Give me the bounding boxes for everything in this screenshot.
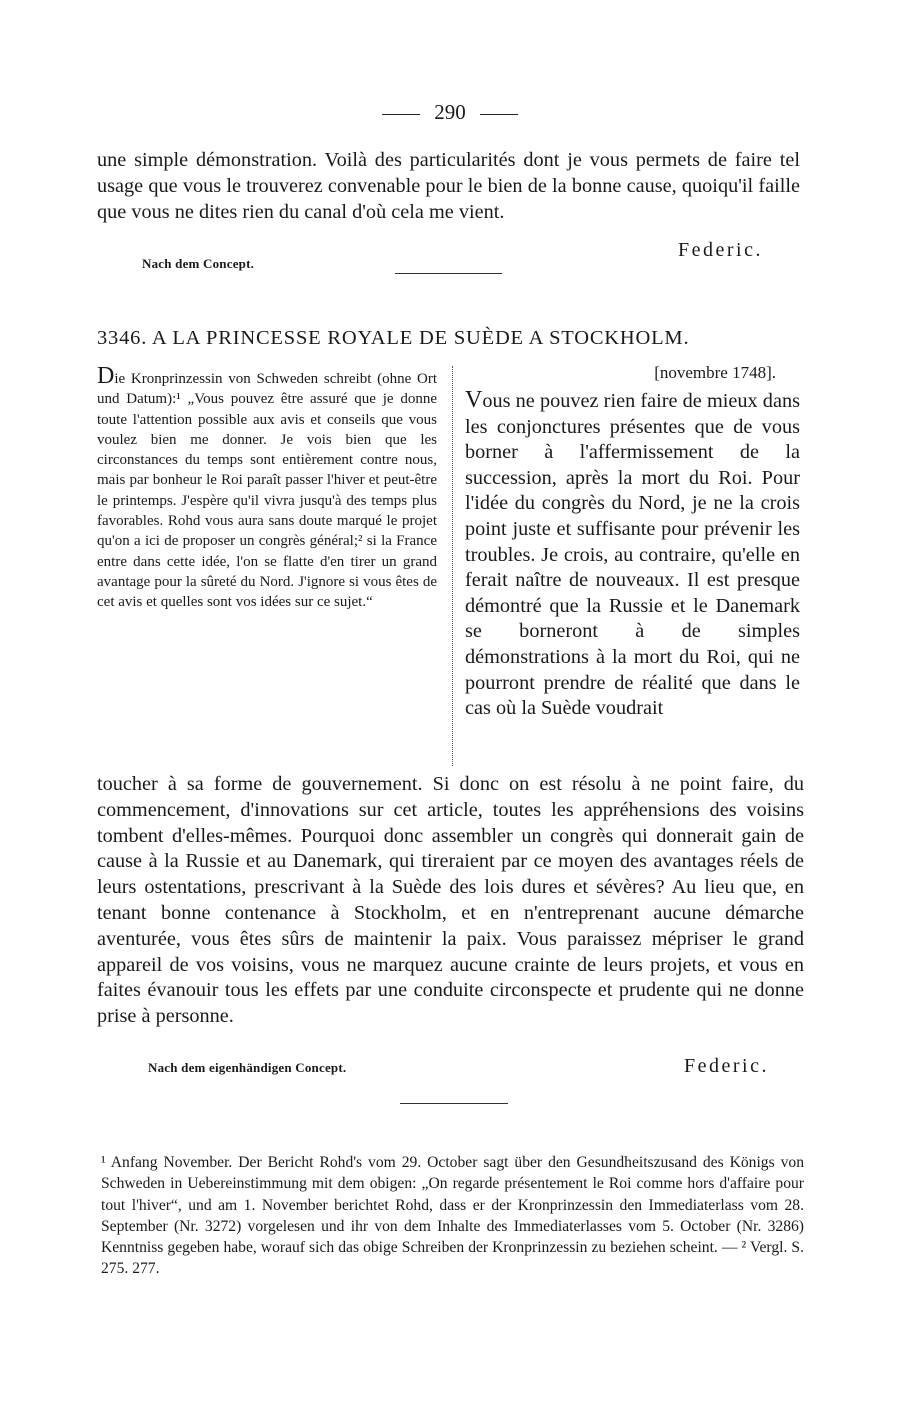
left-column-quote <box>97 363 437 613</box>
letter-body-full-width: toucher à sa forme de gouvernement. Si donc on est résolu à ne point faire, du commencement, d'innovations sur cet article, toutes les appréhensions des voisins tombent d'elles-mêmes. Pourquoi donc assembler un congrès qui donnerait gain de cause à la Russie et au Danemark, qui tireraient par ce moyen des avantages réels de leurs ostentations, prescrivant à la Suède des lois dures et sévères? Au lieu que, en tenant bonne contenance à Stockholm, et en n'entreprenant aucune démarche aventurée, vous êtes sûrs de maintenir la paix. Vous paraissez mépriser le grand appareil de vos voisins, vous ne marquez aucune crainte de leurs projets, et vous en faites évanouir tous les effets par une conduite circonspecte et prudente qui ne donne prise à personne. <box>97 773 804 1028</box>
right-column-letter <box>465 388 800 722</box>
source-note-autograph: Nach dem eigenhändigen Concept. <box>148 1060 347 1075</box>
page-number: 290 <box>434 100 466 124</box>
footnotes: ¹ Anfang November. Der Bericht Rohd's vom 29. October sagt über den Gesundheitszusand des Königs von Schweden in Uebereinstimmung mit dem obigen: „On regarde présentement le Roi comme hors d'affaire pour tout l'hiver“, und am 1. November berichtet Rohd, dass er der Kronprinzessin den Immediaterlass vom 28. September (Nr. 3272) vorgelesen und ihr von dem Inhalte des Immediaterlasses vom 5. October (Nr. 3286) Kenntniss gegeben habe, worauf sich das obige Schreiben der Kronprinzessin zu beziehen scheint. — ² Vergl. S. 275. 277. <box>101 1154 804 1278</box>
signature-federic-2: Federic. <box>684 1055 769 1077</box>
initial-v: V <box>465 387 483 413</box>
column-divider <box>452 366 453 766</box>
paragraph-continuation: une simple démonstration. Voilà des particularités dont je vous permets de faire tel usage que vous le trouverez convenable pour le bien de la bonne cause, quoiqu'il faille que vous ne dites rien du canal d'où cela me vient. <box>97 149 800 223</box>
drop-initial-d: D <box>97 363 115 389</box>
signature-federic-1: Federic. <box>678 239 763 261</box>
letter-date: [novembre 1748]. <box>654 363 776 382</box>
section-rule-1 <box>395 273 502 274</box>
source-note-concept: Nach dem Concept. <box>142 256 255 271</box>
dash-left <box>382 114 420 115</box>
left-column-text: ie Kronprinzessin von Schweden schreibt (ohne Ort und Datum):¹ „Vous pouvez être assuré que je donne toute l'attention possible aux avis et conseils que vous voulez bien me donner. Je vois bien que les circonstances du temps sont entièrement contre nous, mais par bonheur le Roi paraît passer l'hiver et peut-être le printemps. J'espère qu'il vivra jusqu'à des temps plus favorables. Rohd vous aura sans doute marqué le projet qu'on a ici de proposer un congrès général;² si la France entre dans cette idée, l'on se flatte d'en tirer un grand avantage pour la sûreté du Nord. J'ignore si vous êtes de cet avis et quelles sont vos idées sur ce sujet.“ <box>97 371 437 611</box>
page-number-line <box>0 100 900 125</box>
dash-right <box>480 114 518 115</box>
letter-heading: 3346. A LA PRINCESSE ROYALE DE SUÈDE A STOCKHOLM. <box>97 327 690 349</box>
right-column-text: ous ne pouvez rien faire de mieux dans les conjonctures présentes que de vous borner à l'affermissement de la succession, après la mort du Roi. Pour l'idée du congrès du Nord, je ne la crois point juste et suffisante pour prévenir les troubles. Je crois, au contraire, qu'elle en ferait naître de nouveaux. Il est presque démontré que la Russie et le Danemark se borneront à de simples démonstrations à la mort du Roi, qui ne pourront prendre de réalité que dans le cas où la Suède voudrait <box>465 390 800 720</box>
section-rule-2 <box>400 1103 508 1104</box>
